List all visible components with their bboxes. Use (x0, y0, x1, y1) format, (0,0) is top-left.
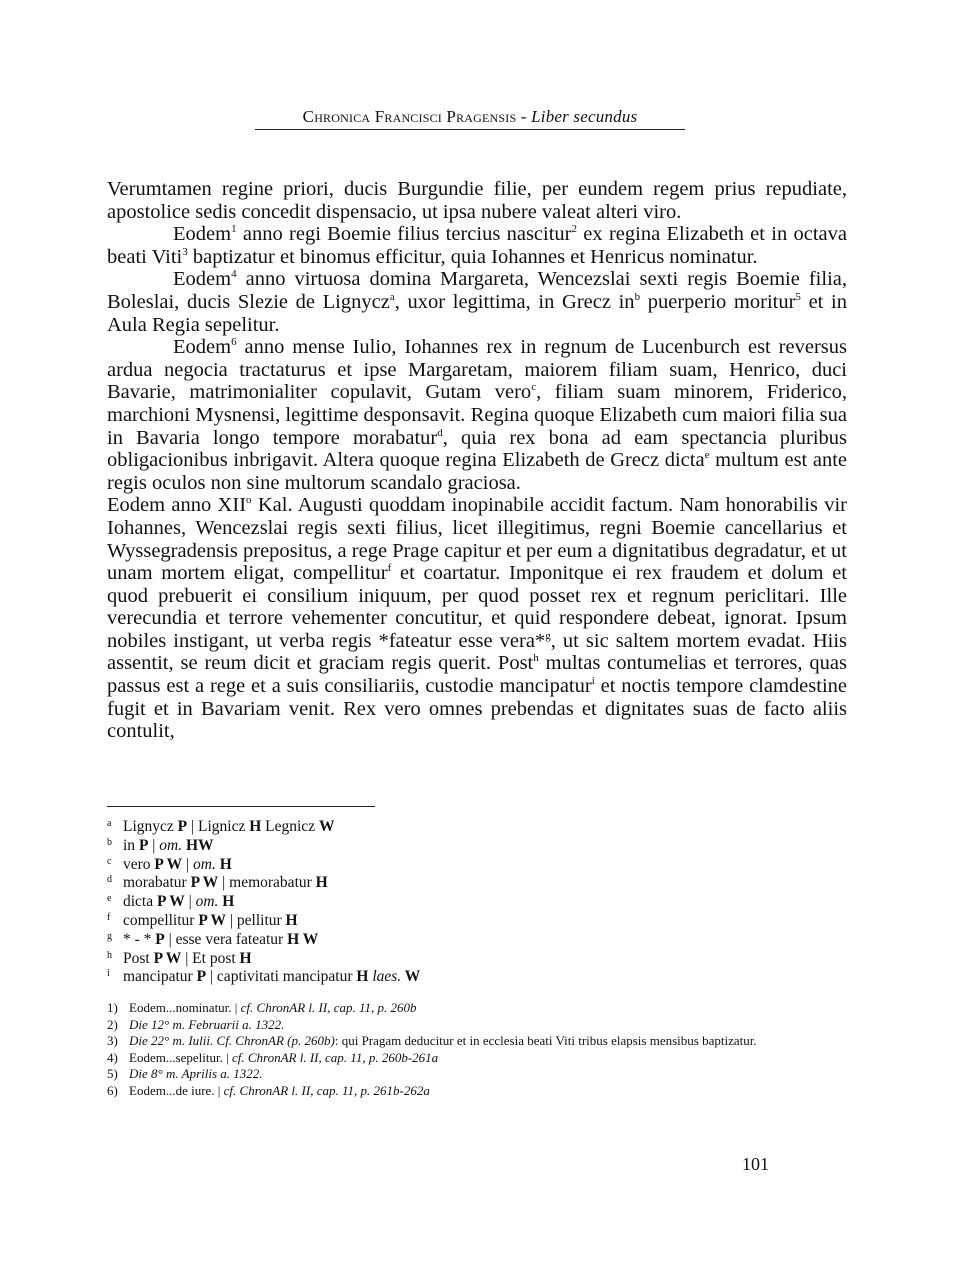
apparatus-entry (107, 837, 847, 856)
note-fragment: P W (198, 911, 227, 929)
note-fragment: H (215, 855, 232, 873)
note-text (129, 1017, 284, 1034)
note-fragment: | Lignicz (187, 818, 250, 835)
note-fragment: compellitur (123, 911, 199, 929)
apparatus-entry (107, 950, 847, 969)
page-number: 101 (742, 1154, 769, 1174)
apparatus-text (123, 968, 420, 987)
note-number: 4) (107, 1049, 118, 1065)
apparatus-ref: e (704, 449, 710, 462)
apparatus-mark: g (107, 930, 112, 942)
note-fragment: H W (287, 930, 319, 948)
note-fragment: P W (157, 893, 185, 911)
note-fragment: Eodem...de iure. | (129, 1082, 224, 1098)
note-fragment: | captivitati mancipatur (206, 968, 357, 986)
note-fragment: in (123, 836, 139, 854)
note-fragment: dicta (123, 893, 157, 911)
note-fragment: om. (193, 855, 216, 873)
apparatus-ref: c (531, 381, 537, 394)
note-fragment: P W (154, 855, 183, 873)
apparatus-mark: i (107, 968, 110, 980)
note-fragment: | pellitur (226, 911, 286, 929)
historical-note (107, 1000, 827, 1017)
note-fragment: | (148, 836, 160, 854)
note-fragment: P (138, 836, 149, 854)
apparatus-entry (107, 874, 847, 893)
historical-note (107, 1017, 827, 1034)
note-fragment: cf. ChronAR l. II, cap. 11, p. 260b (240, 1000, 417, 1015)
apparatus-text (123, 912, 298, 931)
note-fragment: laes. (372, 968, 402, 986)
note-fragment: Post (123, 949, 154, 967)
running-title: Chronica Francisci Pragensis (302, 107, 517, 126)
note-ref: 3 (182, 245, 188, 258)
note-ref: 4 (231, 268, 237, 281)
apparatus-text (123, 950, 252, 969)
apparatus-ref: g (545, 630, 551, 643)
apparatus-ref: h (533, 652, 539, 665)
apparatus-text (123, 837, 214, 856)
apparatus-mark: c (107, 855, 112, 867)
note-text (129, 1050, 438, 1067)
note-text (129, 1033, 757, 1050)
historical-note (107, 1083, 827, 1100)
apparatus-ref: f (387, 562, 392, 575)
apparatus-ref: i (591, 675, 595, 688)
apparatus-text (123, 856, 232, 875)
apparatus-text (123, 874, 328, 893)
apparatus-entry (107, 893, 847, 912)
note-number: 1) (107, 1000, 118, 1015)
note-ref: 5 (795, 291, 801, 304)
note-fragment: Eodem...nominatur. | (129, 1000, 241, 1015)
apparatus-ref: b (634, 291, 641, 304)
note-fragment: Eodem...sepelitur. | (129, 1049, 232, 1065)
note-fragment: mancipatur (123, 968, 197, 986)
apparatus-mark: a (107, 818, 112, 829)
paragraph-1: Verumtamen regine priori, ducis Burgundie filie, per eundem regem prius repudiate, apostolice sedis concedit dispensacio, ut ipsa nubere valeat alteri viro. (107, 178, 847, 223)
apparatus-text (123, 818, 334, 837)
note-fragment: Die 22° m. Iulii. Cf. ChronAR (p. 260b) (129, 1033, 335, 1049)
apparatus-mark: h (107, 949, 112, 961)
note-fragment: H (356, 968, 369, 986)
note-fragment: P (196, 968, 207, 986)
paragraph-3: Eodem$^4$ anno virtuosa domina Margareta, Wencezslai sexti regis Boemie filia, Boleslai, ducis Slezie de Lignycz$^a$, uxor legittima, in Grecz $in^b$ puerperio moritur$^5$ et in Aula Regia sepelitur. (107, 268, 847, 336)
historical-note (107, 1033, 827, 1050)
paragraph-4: Eodem$^6$ anno mense Iulio, Iohannes rex in regnum de Lucenburch est reversus ardua negocia tractaturus et ipse Margaretam, maiorem filiam suam, Henrico, duci Bavarie, matrimonialiter copulavit, Gutam vero$^c$, filiam suam minorem, Friderico, marchioni Mysnensi, legittime desponsavit. Regina quoque Elizabeth cum maiori filia sua in Bavaria longo tempore morabatur$^d$, quia rex bona ad eam spectancia pluribus obligacionibus inbrigavit. Altera quoque regina Elizabeth de Grecz dicta$^e$ multum est ante regis oculos non sine multorum scandalo graciosa. (107, 336, 848, 494)
note-fragment: | esse vera fateatur (164, 930, 288, 948)
book-title: Liber secundus (531, 107, 638, 126)
historical-note (107, 1066, 827, 1083)
note-fragment: cf. ChronAR l. II, cap. 11, p. 261b-262a (223, 1082, 430, 1098)
note-fragment: P (155, 930, 165, 948)
note-fragment: W (401, 968, 421, 986)
apparatus-entry (107, 931, 847, 950)
note-fragment: P W (153, 949, 182, 967)
historical-notes (107, 1000, 827, 1100)
note-fragment: | (184, 893, 196, 911)
note-fragment: | (182, 855, 193, 873)
footnote-divider (107, 806, 375, 807)
degree-mark: o (246, 494, 252, 507)
note-fragment: P W (190, 874, 219, 892)
note-fragment: H (315, 874, 328, 892)
note-number: 6) (107, 1082, 118, 1098)
note-fragment: | memorabatur (218, 874, 316, 892)
note-ref: 1 (231, 223, 237, 236)
apparatus-entry (107, 856, 847, 875)
note-fragment: P (177, 818, 188, 835)
apparatus-mark: b (107, 836, 112, 848)
running-head (255, 107, 685, 130)
apparatus-ref: d (437, 426, 443, 439)
note-fragment: * - * (123, 930, 156, 948)
critical-apparatus (107, 818, 847, 987)
note-ref: 6 (231, 336, 237, 349)
historical-note (107, 1050, 827, 1067)
apparatus-mark: e (107, 893, 112, 905)
main-text (107, 178, 847, 743)
apparatus-entry (107, 818, 847, 837)
note-fragment: W (318, 818, 335, 835)
note-fragment: vero (123, 855, 155, 873)
note-fragment: Die 8° m. Aprilis a. 1322. (129, 1066, 263, 1082)
note-fragment: | Et post (181, 949, 240, 967)
note-fragment: om. (159, 836, 183, 854)
apparatus-mark: d (107, 874, 112, 886)
note-fragment: H (239, 949, 252, 967)
paragraph-2: Eodem$^1$ anno regi Boemie filius tercius nascitur$^2$ ex regina Elizabeth et in octava beati Viti$^3$ baptizatur et binomus efficitur, quia Iohannes et Henricus nominatur. (107, 223, 847, 268)
note-fragment: H (218, 893, 235, 911)
note-fragment: morabatur (123, 874, 191, 892)
note-fragment: Legnicz (261, 818, 319, 835)
note-fragment: HW (182, 836, 214, 854)
apparatus-entry (107, 912, 847, 931)
note-text (129, 1083, 430, 1100)
note-number: 2) (107, 1016, 118, 1032)
note-text (129, 1000, 417, 1017)
note-fragment: Die 12° m. Februarii a. 1322. (129, 1016, 285, 1032)
apparatus-mark: f (107, 911, 111, 923)
note-fragment: : qui Pragam deducitur et in ecclesia beati Viti tribus elapsis mensibus baptizatur. (334, 1033, 757, 1049)
note-fragment: H (249, 818, 262, 835)
apparatus-text (123, 893, 234, 912)
note-fragment: H (285, 911, 298, 929)
note-fragment: cf. ChronAR l. II, cap. 11, p. 260b-261a (231, 1049, 439, 1065)
note-number: 3) (107, 1033, 118, 1049)
note-text (129, 1066, 263, 1083)
apparatus-ref: a (389, 291, 395, 304)
note-fragment: om. (195, 893, 219, 911)
paragraph-5: Eodem anno XII$^o$ Kal. Augusti quoddam inopinabile accidit factum. Nam honorabilis vir Iohannes, Wencezslai regis sexti filius, licet illegitimus, regni Boemie cancellarius et Wyssegradensis prepositus, a rege Prage capitur et per eum a dignitatibus degradatur, et ut unam mortem eligat, compellitur$^f$ et coartatur. Imponitque ei rex fraudem et dolum et quod prebuerit ei consilium iniquum, per quod posset rex et regnum periclitari. Ille verecundia et terrore vehementer concutitur, et quid respondere debeat, ignorat. Ipsum nobiles instigant, ut verba regis *fateatur esse vera*$^g$, ut sic saltem mortem evadat. Hiis assentit, se reum dicit et graciam regis querit. Post$^h$ multas contumelias et terrores, quas passus est a rege et a suis consiliariis, custodie mancipatur$^i$ et noctis tempore clamdestine fugit et in Bavariam venit. Rex vero omnes prebendas et dignitates suas de facto aliis contulit, (107, 494, 848, 743)
running-head-separator: - (516, 107, 532, 126)
note-ref: 2 (571, 223, 578, 236)
note-fragment: Lignycz (123, 818, 178, 835)
apparatus-entry (107, 968, 847, 987)
apparatus-text (123, 931, 318, 950)
note-number: 5) (107, 1066, 118, 1082)
